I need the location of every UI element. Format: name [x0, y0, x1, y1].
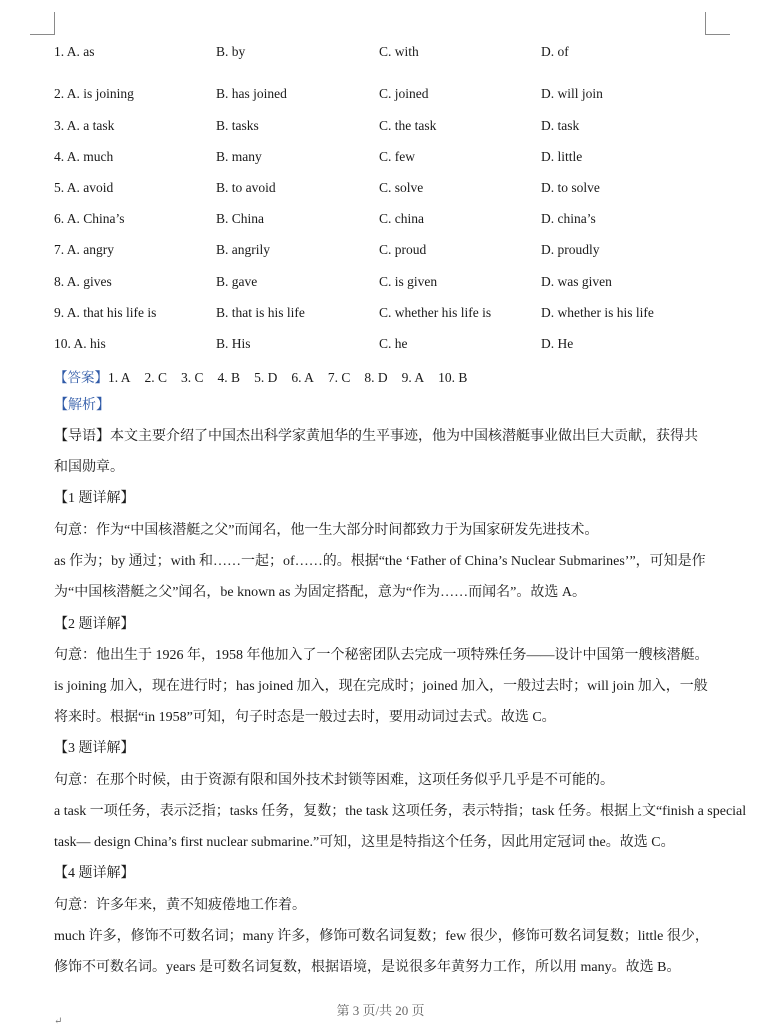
option-b: B. His [216, 336, 251, 351]
option-a: 7. A. angry [54, 242, 114, 257]
option-a: 2. A. is joining [54, 86, 134, 101]
option-b: B. to avoid [216, 180, 276, 195]
paragraph-mark-icon: ↵ [54, 1016, 63, 1027]
text-line: 将来时。根据“in 1958”可知，句子时态是一般过去时，要用动词过去式。故选 C。 [54, 710, 556, 725]
option-d: D. whether is his life [541, 305, 654, 320]
text-line: is joining 加入，现在进行时；has joined 加入，现在完成时；joined 加入，一般过去时；will join 加入，一般 [54, 679, 708, 694]
option-a: 4. A. much [54, 149, 114, 164]
option-b: B. gave [216, 274, 258, 289]
answer-item: 2. C [144, 370, 168, 385]
option-b: B. China [216, 211, 265, 226]
text-line: 修饰不可数名词。years 是可数名词复数，根据语境，是说很多年黄努力工作，所以用 many。故选 B。 [54, 960, 681, 975]
answer-row [54, 366, 481, 386]
text-line: a task 一项任务，表示泛指；tasks 任务，复数；the task 这项任务，表示特指；task 任务。根据上文“finish a special [54, 804, 747, 819]
text-line: much 许多，修饰不可数名词；many 许多，修饰可数名词复数；few 很少，修饰可数名词复数；little 很少， [54, 929, 709, 944]
option-a: 1. A. as [54, 44, 95, 59]
crop-mark-top-left [30, 12, 55, 35]
page-footer: 第 3 页/共 20 页 [336, 1003, 425, 1018]
answer-item: 10. B [438, 370, 468, 385]
text-line: 和国勋章。 [54, 460, 124, 475]
option-d: D. was given [541, 274, 612, 289]
option-c: C. joined [379, 86, 429, 101]
section-heading: 【1 题详解】 [54, 491, 135, 506]
text-line: 【导语】本文主要介绍了中国杰出科学家黄旭华的生平事迹，他为中国核潜艇事业做出巨大贡献，获得共 [54, 429, 698, 444]
text-line: 句意：他出生于 1926 年，1958 年他加入了一个秘密团队去完成一项特殊任务——设计中国第一艘核潜艇。 [54, 648, 709, 663]
option-d: D. proudly [541, 242, 600, 257]
option-b: B. tasks [216, 118, 259, 133]
answer-item: 8. D [364, 370, 388, 385]
answer-item: 1. A [108, 370, 131, 385]
text-line: task— design China’s first nuclear submarine.”可知，这里是特指这个任务，因此用定冠词 the。故选 C。 [54, 835, 675, 850]
option-d: D. of [541, 44, 569, 59]
answer-item: 4. B [217, 370, 241, 385]
option-a: 3. A. a task [54, 118, 115, 133]
text-line: 句意：许多年来，黄不知疲倦地工作着。 [54, 898, 306, 913]
option-a: 9. A. that his life is [54, 305, 157, 320]
section-heading: 【2 题详解】 [54, 617, 135, 632]
option-c: C. he [379, 336, 408, 351]
option-c: C. solve [379, 180, 424, 195]
answer-item: 6. A [291, 370, 314, 385]
option-c: C. proud [379, 242, 427, 257]
text-line: 句意：在那个时候，由于资源有限和国外技术封锁等困难，这项任务似乎几乎是不可能的。 [54, 773, 614, 788]
option-d: D. He [541, 336, 574, 351]
section-heading: 【3 题详解】 [54, 741, 135, 756]
option-c: C. is given [379, 274, 438, 289]
option-d: D. will join [541, 86, 603, 101]
option-b: B. many [216, 149, 262, 164]
option-b: B. has joined [216, 86, 287, 101]
option-d: D. china’s [541, 211, 596, 226]
text-line: as 作为；by 通过；with 和……一起；of……的。根据“the ‘Father of China’s Nuclear Submarines’”，可知是作 [54, 554, 706, 569]
section-heading: 【4 题详解】 [54, 866, 135, 881]
option-a: 10. A. his [54, 336, 106, 351]
answer-item: 7. C [327, 370, 351, 385]
analysis-label: 【解析】 [54, 398, 110, 413]
option-c: C. the task [379, 118, 437, 133]
option-b: B. that is his life [216, 305, 305, 320]
answer-item: 9. A [401, 370, 425, 385]
option-c: C. with [379, 44, 419, 59]
option-d: D. task [541, 118, 580, 133]
option-d: D. to solve [541, 180, 600, 195]
option-d: D. little [541, 149, 583, 164]
crop-mark-top-right [705, 12, 730, 35]
option-a: 8. A. gives [54, 274, 112, 289]
option-a: 5. A. avoid [54, 180, 114, 195]
option-c: C. whether his life is [379, 305, 492, 320]
text-line: 为“中国核潜艇之父”闻名，be known as 为固定搭配，意为“作为……而闻名”。故选 A。 [54, 585, 586, 600]
answer-label: 【答案】 [54, 370, 108, 385]
option-a: 6. A. China’s [54, 211, 125, 226]
option-c: C. china [379, 211, 424, 226]
text-line: 句意：作为“中国核潜艇之父”而闻名，他一生大部分时间都致力于为国家研发先进技术。 [54, 523, 599, 538]
option-b: B. by [216, 44, 246, 59]
answer-item: 3. C [181, 370, 204, 385]
option-b: B. angrily [216, 242, 270, 257]
answer-item: 5. D [254, 370, 278, 385]
option-c: C. few [379, 149, 415, 164]
